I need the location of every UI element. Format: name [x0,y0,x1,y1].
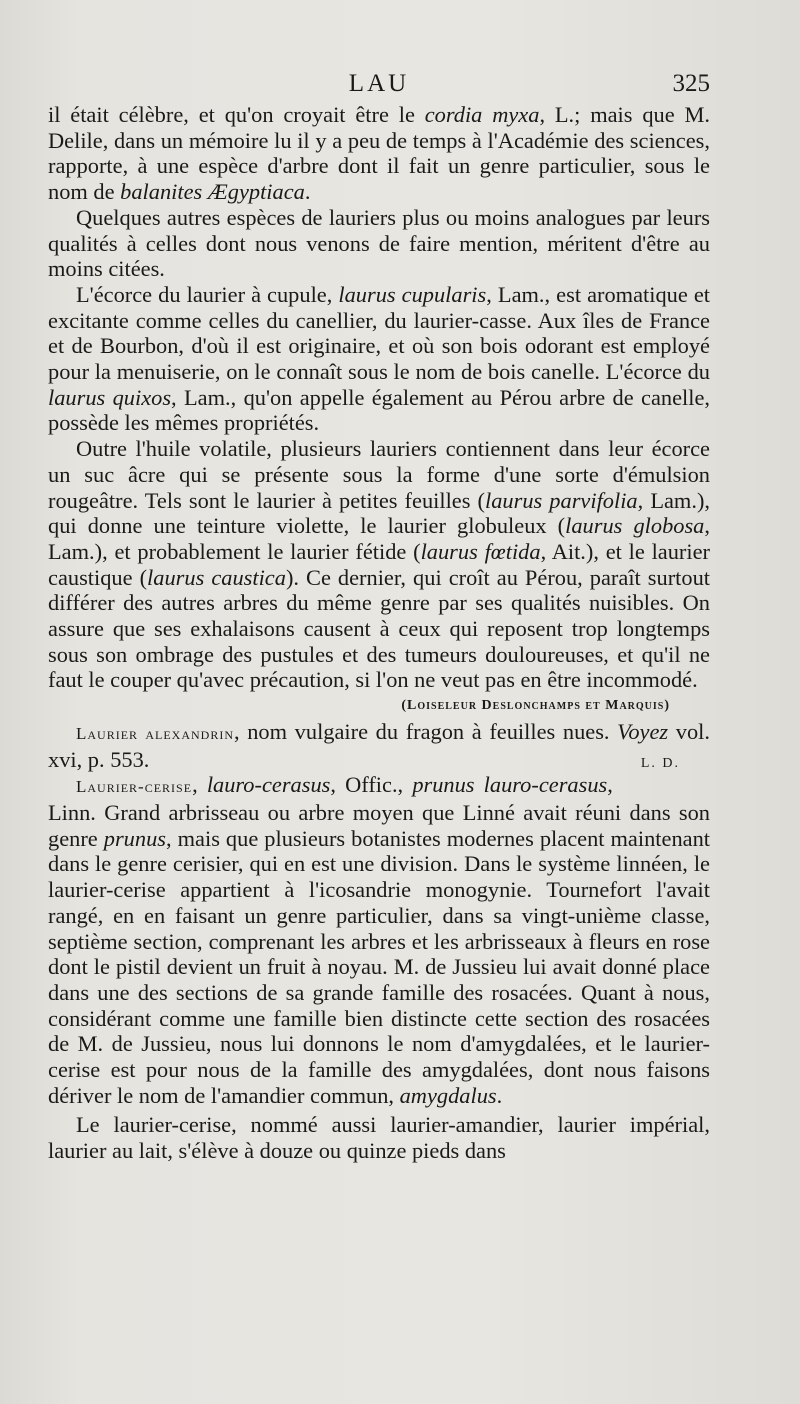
entry-text-a: , nom vulgaire du fragon à feuilles nues. [234,718,618,744]
species-name: laurus globosa [565,513,705,539]
paragraph-4-text-c: , Lam.), et probablement le laurier fétide ( [48,513,710,564]
paragraph-1 [48,102,710,205]
genus-name: amygdalus [399,1082,497,1108]
paragraph-4-text-e: ). Ce dernier, qui croît au Pérou, paraît surtout différer des autres arbres du même genre par ses qualités nuisibles. On assure que ses exhalaisons causent à ceux qui reposent trop longtemps sous son ombrage des pustules et des tumeurs douloureuses, et qu'il ne faut le couper qu'avec précaution, si l'on ne veut pas en être incommodé. [48,564,710,693]
entry-headword: Laurier alexandrin [76,723,234,743]
species-name: lauro-cerasus [206,772,331,798]
paragraph-4-text-d: , Ait.), et le laurier caustique ( [48,538,710,590]
entry-text-b: , Linn. Grand arbrisseau ou arbre moyen que Linné avait réuni dans son genre [48,772,710,851]
species-name: prunus lauro-cerasus [412,772,608,798]
paragraph-4-text-b: , Lam.), qui donne une teinture violette, le laurier globuleux ( [48,487,710,539]
entry-text-a: , Offic., [330,772,413,798]
entry-separator: , [192,772,207,798]
paragraph-3-text-c: , Lam., qu'on appelle également au Pérou arbre de canelle, possède les mêmes propriétés. [48,384,710,436]
entry-laurier-alexandrin [48,719,710,772]
species-name: laurus caustica [147,564,286,590]
entry-laurier-cerise [48,772,710,1108]
page-number: 325 [672,70,710,97]
species-name: laurus cupularis [338,281,487,307]
species-name: laurus parvifolia [485,487,638,513]
species-name: laurus quixos [48,384,172,410]
paragraph-1-text: il était célèbre, et qu'on croyait être le cordia myxa, L.; mais que M. Delile, dans un mémoire lu il y a peu de temps à l'Académie des sciences, rapporte, à une espèce d'arbre dont il fait un genre particulier, sous le nom de balanites Ægyptiaca. [48,102,710,205]
species-name: balanites Ægyptiaca [120,179,305,205]
paragraph-6: Le laurier-cerise, nommé aussi laurier-amandier, laurier impérial, laurier au lait, s'élève à douze ou quinze pieds dans [48,1112,710,1164]
paragraph-3-text-b: , Lam., est aromatique et excitante comme celles du canellier, du laurier-casse. Aux îles de France et de Bourbon, d'où il est originaire, et où son bois odorant est employé pour la menuiserie, on le connaît sous le nom de bois canelle. L'écorce du [48,281,710,385]
cross-reference: Voyez [617,718,669,744]
species-name: cordia myxa [424,102,540,127]
genus-name: prunus [103,825,166,851]
species-name: laurus fœtida [420,538,541,564]
entry-headword: Laurier-cerise [76,777,193,797]
paragraph-2: Quelques autres espèces de lauriers plus ou moins analogues par leurs qualités à celles dont nous venons de faire mention, méritent d'être au moins citées. [48,204,710,282]
paragraph-3-text-a: L'écorce du laurier à cupule, [76,281,339,307]
paragraph-4-text-a: Outre l'huile volatile, plusieurs lauriers contiennent dans leur écorce un suc âcre qui se présente sous la forme d'une sorte d'émulsion rougeâtre. Tels sont le laurier à petites feuilles ( [48,436,710,513]
author-signature: (Loiseleur Deslonchamps et Marquis) [401,698,670,714]
entry-text-c: , mais que plusieurs botanistes modernes placent maintenant dans le genre cerisier, qui en est une division. Dans le système linnéen, le laurier-cerise appartient à l'icosandrie monogynie. Tournefort l'avait rangé, en en faisant un genre particulier, dans sa vingt-unième classe, septième section, comprenant les arbres et les arbrisseaux à fleurs en rose dont le pistil devient un fruit à noyau. M. de Jussieu lui avait donné place dans une des sections de sa grande famille des rosacées. Quant à nous, considérant comme une famille bien distincte cette section des rosacées de M. de Jussieu, nous lui donnons le nom d'amygdalées, et le laurier-cerise est pour nous de la famille des amygdalées, dont nous faisons dériver le nom de l'amandier commun, [48,825,710,1108]
paragraph-4 [48,436,710,693]
entry-text-d: . [496,1082,503,1108]
entry-text-b: vol. xvi, p. 553. [48,718,710,772]
running-head: LAU [348,70,410,97]
body-text [48,102,710,1164]
author-initials: L. D. [640,755,680,771]
page-header [48,70,710,104]
paragraph-3 [48,282,710,436]
